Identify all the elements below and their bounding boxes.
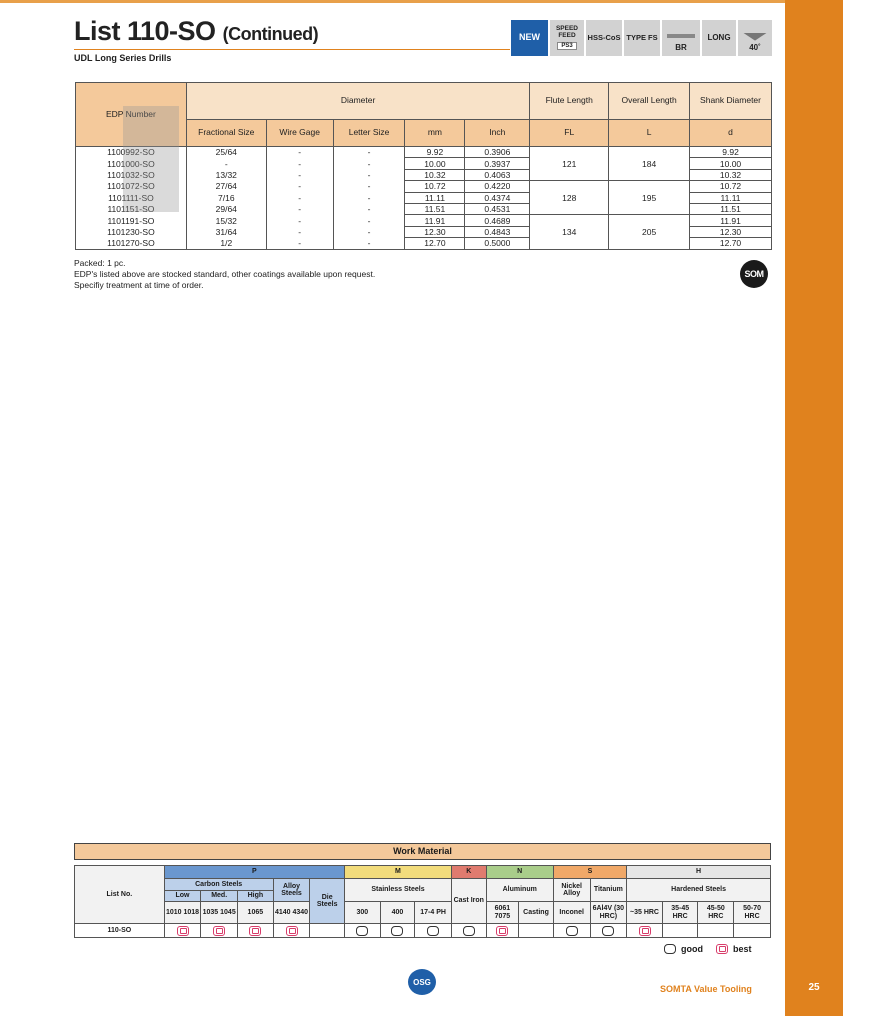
- mm-cell: 11.91: [405, 215, 465, 226]
- al-6061: 6061 7075: [486, 902, 519, 924]
- header-fractional: Fractional Size: [186, 120, 266, 147]
- inch-cell: 0.3906: [465, 147, 530, 158]
- badge-finish-label: BR: [675, 42, 687, 52]
- med-grades: 1035 1045: [201, 902, 238, 924]
- header-l: L: [609, 120, 690, 147]
- wire-cell: -: [266, 192, 333, 203]
- shank-cell: 10.32: [690, 169, 772, 180]
- hrc-35: ~35 HRC: [627, 902, 663, 924]
- fractional-cell: 13/32: [186, 169, 266, 180]
- side-band: [785, 0, 843, 1016]
- osg-logo-icon: OSG: [408, 969, 436, 995]
- shank-cell: 11.11: [690, 192, 772, 203]
- die-steels-header: Die Steels: [310, 879, 345, 924]
- carbon-med-header: Med.: [201, 891, 238, 902]
- rating-ss-17-4: [415, 924, 452, 938]
- page-title: [74, 16, 318, 47]
- aluminum-header: Aluminum: [486, 879, 553, 902]
- fractional-cell: 15/32: [186, 215, 266, 226]
- rating-inconel: [553, 924, 590, 938]
- wire-cell: -: [266, 147, 333, 158]
- header-d: d: [690, 120, 772, 147]
- stainless-steels-header: Stainless Steels: [344, 879, 451, 902]
- mm-cell: 11.11: [405, 192, 465, 203]
- hrc-35-45: 35-45 HRC: [662, 902, 698, 924]
- inch-cell: 0.4689: [465, 215, 530, 226]
- alloy-steels-header: Alloy Steels: [273, 879, 310, 902]
- good-icon: [356, 926, 368, 936]
- footer-brand: SOMTA Value Tooling: [660, 984, 752, 994]
- letter-cell: -: [333, 226, 405, 237]
- legend-good: good: [681, 944, 703, 954]
- inch-cell: 0.3937: [465, 158, 530, 169]
- wire-cell: -: [266, 238, 333, 249]
- letter-cell: -: [333, 181, 405, 192]
- cast-iron-header: Cast Iron: [451, 879, 486, 924]
- table-row: [76, 181, 772, 192]
- best-icon: [286, 926, 298, 936]
- header-letter: Letter Size: [333, 120, 405, 147]
- good-icon: [391, 926, 403, 936]
- shank-cell: 12.70: [690, 238, 772, 249]
- ss-300: 300: [344, 902, 380, 924]
- edp-cell: 1101000-SO: [76, 158, 187, 169]
- edp-cell: 1101072-SO: [76, 181, 187, 192]
- badge-type: TYPE FS: [624, 20, 660, 56]
- mm-cell: 12.30: [405, 226, 465, 237]
- rating-cast-iron: [451, 924, 486, 938]
- rating-al-6061: [486, 924, 519, 938]
- header-inch: Inch: [465, 120, 530, 147]
- wire-cell: -: [266, 181, 333, 192]
- overall-length-cell: 195: [609, 181, 690, 215]
- letter-cell: -: [333, 158, 405, 169]
- list-no-header: List No.: [75, 866, 165, 924]
- best-icon: [213, 926, 225, 936]
- nickel-alloy-header: Nickel Alloy: [553, 879, 590, 902]
- letter-cell: -: [333, 192, 405, 203]
- rating-high: [238, 924, 274, 938]
- shank-cell: 11.91: [690, 215, 772, 226]
- overall-length-cell: 184: [609, 147, 690, 181]
- note-treatment: Specifiy treatment at time of order.: [74, 280, 204, 290]
- flute-length-cell: 128: [530, 181, 609, 215]
- group-s: S: [553, 866, 626, 879]
- best-icon: [716, 944, 728, 954]
- ss-17-4: 17-4 PH: [415, 902, 452, 924]
- rating-ss-400: [380, 924, 415, 938]
- wire-cell: -: [266, 215, 333, 226]
- badge-finish: [662, 20, 700, 56]
- low-grades: 1010 1018: [164, 902, 201, 924]
- best-icon: [249, 926, 261, 936]
- alloy-grades: 4140 4340: [273, 902, 310, 924]
- rating-hrc-45-50: [698, 924, 734, 938]
- rating-med: [201, 924, 238, 938]
- edp-cell: 1101230-SO: [76, 226, 187, 237]
- edp-cell: 1101191-SO: [76, 215, 187, 226]
- header-fl: FL: [530, 120, 609, 147]
- title-rule: [74, 49, 510, 50]
- legend-best: best: [733, 944, 752, 954]
- titanium-header: Titanium: [590, 879, 627, 902]
- inch-cell: 0.4063: [465, 169, 530, 180]
- shank-cell: 12.30: [690, 226, 772, 237]
- good-icon: [427, 926, 439, 936]
- rating-hrc-35: [627, 924, 663, 938]
- badge-angle-label: 40˚: [749, 42, 761, 52]
- header-flute-length: Flute Length: [530, 83, 609, 120]
- fractional-cell: -: [186, 158, 266, 169]
- letter-cell: -: [333, 215, 405, 226]
- wire-cell: -: [266, 158, 333, 169]
- high-grades: 1065: [238, 902, 274, 924]
- inch-cell: 0.4374: [465, 192, 530, 203]
- note-coatings: EDP's listed above are stocked standard, other coatings available upon request.: [74, 269, 376, 279]
- page-subtitle: UDL Long Series Drills: [74, 53, 172, 63]
- badge-length: LONG: [702, 20, 736, 56]
- mm-cell: 10.32: [405, 169, 465, 180]
- overall-length-cell: 205: [609, 215, 690, 249]
- mm-cell: 10.00: [405, 158, 465, 169]
- hrc-50-70: 50-70 HRC: [734, 902, 771, 924]
- drill-spec-table: [75, 82, 772, 250]
- good-icon: [463, 926, 475, 936]
- list-no-value: 110-SO: [75, 924, 165, 938]
- angle-icon: [743, 33, 767, 41]
- right-edge: [843, 0, 871, 1024]
- fractional-cell: 1/2: [186, 238, 266, 249]
- fractional-cell: 31/64: [186, 226, 266, 237]
- mm-cell: 11.51: [405, 203, 465, 214]
- shank-cell: 10.72: [690, 181, 772, 192]
- hardened-steels-header: Hardened Steels: [627, 879, 771, 902]
- letter-cell: -: [333, 147, 405, 158]
- rating-titanium: [590, 924, 627, 938]
- best-icon: [496, 926, 508, 936]
- fractional-cell: 27/64: [186, 181, 266, 192]
- mm-cell: 9.92: [405, 147, 465, 158]
- badge-speed-feed-label: SPEED FEED: [555, 25, 579, 39]
- group-p: P: [164, 866, 344, 879]
- badge-material: HSS-CoS: [586, 20, 622, 56]
- badge-new: NEW: [511, 20, 548, 56]
- rating-al-casting: [519, 924, 554, 938]
- badge-speed-feed: [550, 20, 584, 56]
- header-edp: EDP Number: [76, 83, 187, 147]
- letter-cell: -: [333, 203, 405, 214]
- good-icon: [664, 944, 676, 954]
- ss-400: 400: [380, 902, 415, 924]
- good-icon: [602, 926, 614, 936]
- edp-cell: 1101151-SO: [76, 203, 187, 214]
- table-row: [76, 215, 772, 226]
- inch-cell: 0.4531: [465, 203, 530, 214]
- header-wire: Wire Gage: [266, 120, 333, 147]
- al-casting: Casting: [519, 902, 554, 924]
- notes: [74, 258, 375, 291]
- edp-cell: 1101270-SO: [76, 238, 187, 249]
- rating-hrc-35-45: [662, 924, 698, 938]
- inch-cell: 0.5000: [465, 238, 530, 249]
- group-m: M: [344, 866, 451, 879]
- feature-badges: [511, 20, 772, 56]
- rating-ss-300: [344, 924, 380, 938]
- shank-cell: 10.00: [690, 158, 772, 169]
- title-suffix: (Continued): [222, 24, 319, 44]
- inch-cell: 0.4843: [465, 226, 530, 237]
- shank-cell: 11.51: [690, 203, 772, 214]
- header-diameter: Diameter: [186, 83, 529, 120]
- wire-cell: -: [266, 169, 333, 180]
- badge-angle: [738, 20, 772, 56]
- mm-cell: 12.70: [405, 238, 465, 249]
- work-material-table: [74, 865, 771, 938]
- table-row: [76, 147, 772, 158]
- note-packed: Packed: 1 pc.: [74, 258, 126, 268]
- rating-legend: [664, 944, 752, 954]
- finish-bar-icon: [667, 34, 695, 38]
- fractional-cell: 29/64: [186, 203, 266, 214]
- wire-cell: -: [266, 203, 333, 214]
- header-overall-length: Overall Length: [609, 83, 690, 120]
- edp-cell: 1101032-SO: [76, 169, 187, 180]
- badge-speed-feed-code: PS3: [557, 42, 576, 50]
- edp-cell: 1101111-SO: [76, 192, 187, 203]
- header-mm: mm: [405, 120, 465, 147]
- carbon-low-header: Low: [164, 891, 201, 902]
- group-k: K: [451, 866, 486, 879]
- wire-cell: -: [266, 226, 333, 237]
- group-n: N: [486, 866, 553, 879]
- inconel: Inconel: [553, 902, 590, 924]
- rating-low: [164, 924, 201, 938]
- hrc-45-50: 45-50 HRC: [698, 902, 734, 924]
- letter-cell: -: [333, 169, 405, 180]
- table-row: [75, 924, 771, 938]
- letter-cell: -: [333, 238, 405, 249]
- carbon-high-header: High: [238, 891, 274, 902]
- group-h: H: [627, 866, 771, 879]
- fractional-cell: 25/64: [186, 147, 266, 158]
- edp-cell: 1100992-SO: [76, 147, 187, 158]
- carbon-steels-header: Carbon Steels: [164, 879, 273, 891]
- flute-length-cell: 121: [530, 147, 609, 181]
- mm-cell: 10.72: [405, 181, 465, 192]
- som-logo-icon: SOM: [740, 260, 768, 288]
- rating-alloy: [273, 924, 310, 938]
- edp-highlight-overlay: [123, 106, 179, 212]
- top-rule: [0, 0, 785, 3]
- flute-length-cell: 134: [530, 215, 609, 249]
- inch-cell: 0.4220: [465, 181, 530, 192]
- best-icon: [177, 926, 189, 936]
- good-icon: [566, 926, 578, 936]
- header-shank-diameter: Shank Diameter: [690, 83, 772, 120]
- best-icon: [639, 926, 651, 936]
- rating-die: [310, 924, 345, 938]
- work-material-title: Work Material: [74, 843, 771, 860]
- title-main: List 110-SO: [74, 16, 216, 46]
- page-number: 25: [808, 982, 820, 993]
- fractional-cell: 7/16: [186, 192, 266, 203]
- rating-hrc-50-70: [734, 924, 771, 938]
- ti-6al4v: 6Al4V (30 HRC): [590, 902, 627, 924]
- shank-cell: 9.92: [690, 147, 772, 158]
